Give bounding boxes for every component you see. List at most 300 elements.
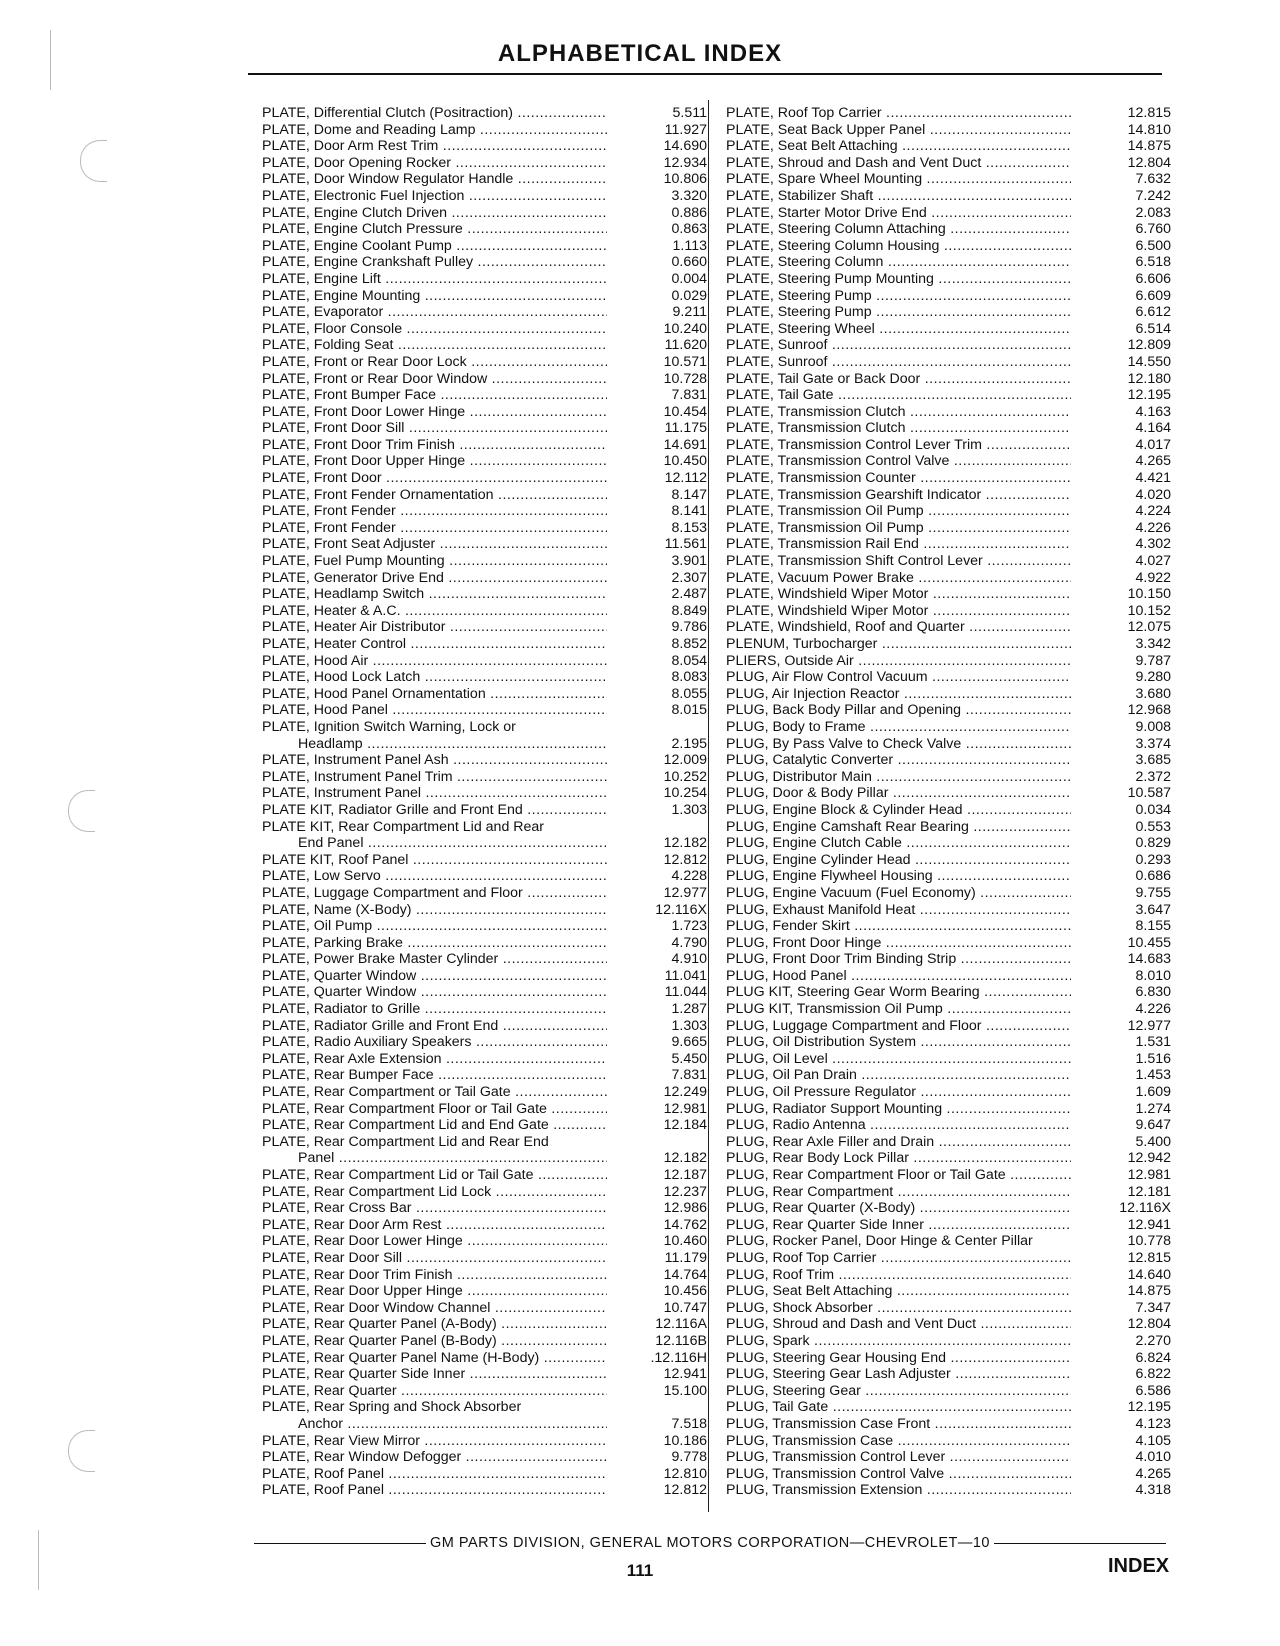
index-entry [726, 1267, 1171, 1284]
entry-description: PLATE, Front or Rear Door Lock ..... [262, 354, 607, 371]
scan-margin-mark [38, 1530, 39, 1590]
entry-description-continued: Anchor ..... [298, 1416, 607, 1433]
entry-reference-number: 12.112 [664, 470, 707, 487]
index-entry [726, 1067, 1171, 1084]
index-entry [726, 619, 1171, 636]
index-entry [726, 785, 1171, 802]
index-entry [262, 171, 707, 188]
entry-description: PLATE, Transmission Gearshift Indicator ..... [726, 487, 1071, 504]
entry-description: PLUG, Steering Gear Housing End ..... [726, 1350, 1071, 1367]
entry-description: PLIERS, Outside Air ..... [726, 653, 1071, 670]
index-entry [726, 968, 1171, 985]
entry-reference-number: 2.270 [1135, 1332, 1171, 1349]
entry-reference-number: 12.195 [1127, 1399, 1171, 1416]
index-entry [726, 337, 1171, 354]
entry-reference-number: 12.815 [1127, 105, 1171, 121]
entry-description: PLATE, Rear Compartment Lid and Rear End [262, 1133, 549, 1150]
index-entry [262, 1184, 707, 1201]
entry-reference-number: 3.901 [671, 553, 707, 570]
section-label: INDEX [1108, 1555, 1170, 1577]
entry-description: PLATE, Electronic Fuel Injection ..... [262, 188, 607, 205]
entry-reference-number: 4.027 [1135, 553, 1171, 570]
index-entry [262, 902, 707, 919]
entry-reference-number: 12.181 [1127, 1183, 1171, 1200]
index-entry [726, 1233, 1171, 1250]
entry-description: PLATE, Rear Compartment Lid or Tail Gate ..... [262, 1167, 607, 1184]
entry-description: PLUG, Hood Panel ..... [726, 968, 1071, 985]
index-entry [262, 1250, 707, 1267]
index-entry [726, 553, 1171, 570]
entry-description: PLATE, Roof Top Carrier ..... [726, 105, 1071, 122]
index-entry [262, 1217, 707, 1234]
entry-description: PLATE, Transmission Oil Pump ..... [726, 503, 1071, 520]
entry-description: PLATE, Front Seat Adjuster ..... [262, 536, 607, 553]
entry-description: PLATE KIT, Radiator Grille and Front End ..... [262, 802, 607, 819]
entry-reference-number: 2.195 [671, 735, 707, 752]
entry-description: PLUG, Transmission Case ..... [726, 1433, 1071, 1450]
index-entry [726, 752, 1171, 769]
index-entry [262, 1134, 707, 1167]
entry-reference-number: 12.187 [663, 1167, 707, 1183]
entry-description: PLATE, Oil Pump ..... [262, 918, 607, 935]
index-entry [726, 885, 1171, 902]
entry-reference-number: 12.009 [663, 752, 707, 769]
index-entry [726, 238, 1171, 255]
entry-description: PLATE, Generator Drive End ..... [262, 570, 607, 587]
index-entry [262, 951, 707, 968]
index-entry [726, 1416, 1171, 1433]
entry-description: PLATE, Rear Door Upper Hinge ..... [262, 1283, 607, 1300]
index-entry [262, 669, 707, 686]
entry-reference-number: 1.516 [1135, 1050, 1171, 1067]
entry-description: PLUG, Rear Compartment Floor or Tail Gate ..... [726, 1167, 1071, 1184]
entry-description: PLUG, By Pass Valve to Check Valve ..... [726, 736, 1071, 753]
entry-description: PLATE, Roof Panel ..... [262, 1482, 607, 1499]
entry-reference-number: 10.456 [663, 1283, 707, 1300]
entry-description: PLATE, Evaporator ..... [262, 304, 607, 321]
index-entry [726, 868, 1171, 885]
entry-description: PLUG, Radiator Support Mounting ..... [726, 1101, 1071, 1118]
entry-reference-number: 12.981 [663, 1100, 707, 1117]
entry-description: PLATE, Power Brake Master Cylinder ..... [262, 951, 607, 968]
index-entry [262, 752, 707, 769]
entry-description: PLATE, Rear Compartment Floor or Tail Gate ..... [262, 1101, 607, 1118]
entry-description: PLUG, Shock Absorber ..... [726, 1300, 1071, 1317]
entry-description: PLATE, Rear Door Trim Finish ..... [262, 1267, 607, 1284]
index-entry [726, 1449, 1171, 1466]
entry-description: PLUG, Shroud and Dash and Vent Duct ..... [726, 1316, 1071, 1333]
entry-description: PLATE, Front Door Lower Hinge ..... [262, 404, 607, 421]
index-entry [262, 155, 707, 172]
entry-description: PLATE, Front or Rear Door Window ..... [262, 371, 607, 388]
entry-reference-number: 8.010 [1135, 967, 1171, 984]
index-entry [726, 437, 1171, 454]
index-entry [726, 1117, 1171, 1134]
entry-reference-number: 12.075 [1127, 619, 1171, 636]
entry-reference-number: 3.342 [1135, 636, 1171, 652]
right-index-column [726, 105, 1171, 1499]
entry-description: PLATE, Transmission Shift Control Lever ..... [726, 553, 1071, 570]
index-entry [726, 1134, 1171, 1151]
index-entry [262, 221, 707, 238]
index-entry [726, 669, 1171, 686]
entry-reference-number: 4.421 [1135, 470, 1171, 487]
index-entry [262, 984, 707, 1001]
entry-reference-number: 10.240 [663, 320, 707, 337]
entry-reference-number: 10.450 [663, 453, 707, 470]
index-entry [262, 769, 707, 786]
entry-reference-number: 12.116X [1119, 1200, 1171, 1217]
index-entry [262, 387, 707, 404]
entry-reference-number: 10.460 [663, 1233, 707, 1250]
entry-reference-number: 4.123 [1135, 1415, 1171, 1432]
entry-reference-number: 10.778 [1127, 1233, 1171, 1250]
entry-description: PLATE, Seat Belt Attaching ..... [726, 138, 1071, 155]
entry-description: PLATE, Floor Console ..... [262, 321, 607, 338]
entry-description: PLENUM, Turbocharger ..... [726, 636, 1071, 653]
index-entry [262, 520, 707, 537]
entry-description: PLUG, Front Door Trim Binding Strip ..... [726, 951, 1071, 968]
index-entry [726, 935, 1171, 952]
entry-description: PLATE, Front Bumper Face ..... [262, 387, 607, 404]
index-entry [262, 437, 707, 454]
entry-reference-number: 10.186 [663, 1432, 707, 1449]
entry-description: PLATE, Front Door ..... [262, 470, 607, 487]
entry-reference-number: 11.179 [664, 1249, 707, 1266]
scan-margin-mark [50, 30, 51, 90]
index-entry [262, 686, 707, 703]
index-entry [262, 852, 707, 869]
index-entry [726, 1333, 1171, 1350]
entry-reference-number: 3.374 [1135, 735, 1171, 752]
entry-description: PLUG, Seat Belt Attaching ..... [726, 1283, 1071, 1300]
index-entry [262, 1283, 707, 1300]
index-entry [726, 1350, 1171, 1367]
entry-reference-number: 1.303 [671, 801, 707, 818]
entry-description: PLATE, Tail Gate or Back Door ..... [726, 371, 1071, 388]
entry-reference-number: 12.804 [1127, 154, 1171, 171]
index-entry [726, 1018, 1171, 1035]
index-entry [262, 1333, 707, 1350]
entry-reference-number: 12.184 [663, 1117, 707, 1134]
entry-description: PLATE, Sunroof ..... [726, 337, 1071, 354]
index-entry [262, 1117, 707, 1134]
entry-description: PLATE, Door Window Regulator Handle ..... [262, 171, 607, 188]
index-entry [726, 487, 1171, 504]
entry-description: PLATE, Quarter Window ..... [262, 968, 607, 985]
entry-description: PLATE, Differential Clutch (Positraction) ..... [262, 105, 607, 122]
entry-reference-number: 6.606 [1135, 270, 1171, 287]
entry-reference-number: 8.153 [671, 519, 707, 536]
entry-description: PLATE, Windshield, Roof and Quarter ..... [726, 619, 1071, 636]
entry-description: PLATE, Steering Wheel ..... [726, 321, 1071, 338]
index-entry [726, 1399, 1171, 1416]
entry-description: PLUG, Oil Pan Drain ..... [726, 1067, 1071, 1084]
index-entry [262, 603, 707, 620]
index-entry [726, 653, 1171, 670]
index-entry [262, 1267, 707, 1284]
index-entry [262, 702, 707, 719]
entry-description: PLATE, Rear Compartment Lid Lock ..... [262, 1184, 607, 1201]
entry-reference-number: 8.141 [671, 503, 707, 520]
entry-description: PLATE, Transmission Counter ..... [726, 470, 1071, 487]
entry-reference-number: 7.242 [1135, 187, 1171, 204]
entry-reference-number: 0.004 [671, 270, 707, 287]
entry-description: PLATE, Seat Back Upper Panel ..... [726, 122, 1071, 139]
entry-reference-number: 9.665 [671, 1034, 707, 1051]
entry-reference-number: 7.632 [1135, 171, 1171, 188]
entry-reference-number: 4.105 [1135, 1432, 1171, 1449]
entry-description: PLUG, Transmission Control Valve ..... [726, 1466, 1071, 1483]
entry-reference-number: 12.182 [663, 835, 707, 852]
entry-reference-number: 12.934 [663, 154, 707, 171]
index-entry [726, 769, 1171, 786]
entry-reference-number: 10.587 [1127, 785, 1171, 802]
entry-description: PLUG, Oil Distribution System ..... [726, 1034, 1071, 1051]
entry-description: PLUG, Door & Body Pillar ..... [726, 785, 1071, 802]
entry-reference-number: 8.054 [671, 652, 707, 669]
entry-reference-number: 9.211 [672, 304, 707, 321]
entry-reference-number: 12.116B [655, 1332, 707, 1349]
entry-reference-number: 3.680 [1135, 685, 1171, 702]
entry-reference-number: 9.647 [1135, 1117, 1171, 1134]
entry-reference-number: 10.254 [663, 785, 707, 802]
index-entry [726, 171, 1171, 188]
index-entry [726, 453, 1171, 470]
index-entry [262, 404, 707, 421]
entry-description: PLATE, Sunroof ..... [726, 354, 1071, 371]
entry-reference-number: 4.224 [1135, 503, 1171, 520]
entry-reference-number: 4.226 [1135, 1001, 1171, 1018]
entry-reference-number: 12.195 [1127, 387, 1171, 404]
index-entry [262, 205, 707, 222]
punch-hole-mark [68, 1430, 95, 1472]
entry-description: PLUG, Radio Antenna ..... [726, 1117, 1071, 1134]
entry-description: PLATE, Dome and Reading Lamp ..... [262, 122, 607, 139]
entry-description: PLATE, Transmission Clutch ..... [726, 404, 1071, 421]
entry-reference-number: 12.180 [1127, 370, 1171, 387]
index-entry [726, 1316, 1171, 1333]
entry-reference-number: 1.609 [1135, 1084, 1171, 1101]
entry-reference-number: 12.941 [1127, 1216, 1171, 1233]
index-entry [726, 1366, 1171, 1383]
entry-reference-number: 1.723 [671, 918, 707, 935]
entry-reference-number: 7.347 [1135, 1299, 1171, 1316]
entry-reference-number: 0.863 [671, 221, 707, 238]
entry-description: PLATE, Steering Pump ..... [726, 304, 1071, 321]
entry-reference-number: 8.147 [671, 486, 707, 503]
entry-description: PLUG, Engine Flywheel Housing ..... [726, 868, 1071, 885]
entry-description: PLUG, Engine Block & Cylinder Head ..... [726, 802, 1071, 819]
entry-description: PLATE, Windshield Wiper Motor ..... [726, 586, 1071, 603]
entry-description: PLUG, Distributor Main ..... [726, 769, 1071, 786]
entry-reference-number: 0.034 [1135, 801, 1171, 818]
entry-description: PLATE, Engine Coolant Pump ..... [262, 238, 607, 255]
index-entry [262, 271, 707, 288]
entry-reference-number: 12.237 [663, 1183, 707, 1200]
entry-reference-number: 1.274 [1135, 1100, 1171, 1117]
entry-description: PLATE, Instrument Panel Ash ..... [262, 752, 607, 769]
entry-description: PLUG, Engine Vacuum (Fuel Economy) ..... [726, 885, 1071, 902]
entry-reference-number: 14.810 [1127, 121, 1171, 138]
entry-reference-number: 6.518 [1135, 254, 1171, 271]
index-entry [262, 1084, 707, 1101]
entry-reference-number: 11.620 [664, 337, 707, 354]
index-entry [262, 619, 707, 636]
entry-description: PLUG, Body to Frame ..... [726, 719, 1071, 736]
entry-reference-number: 6.500 [1135, 237, 1171, 254]
index-entry [262, 288, 707, 305]
index-entry [262, 570, 707, 587]
entry-reference-number: 4.265 [1135, 453, 1171, 470]
entry-reference-number: 4.922 [1135, 569, 1171, 586]
entry-reference-number: 14.691 [663, 436, 707, 453]
entry-description: PLUG, Transmission Extension ..... [726, 1482, 1071, 1499]
index-entry [726, 188, 1171, 205]
entry-description: PLUG, Catalytic Converter ..... [726, 752, 1071, 769]
index-entry [262, 1383, 707, 1400]
entry-description: PLATE, Roof Panel ..... [262, 1466, 607, 1483]
index-entry [262, 1482, 707, 1499]
entry-reference-number: 9.008 [1135, 718, 1171, 735]
footer-line [254, 1535, 1166, 1551]
entry-reference-number: 6.824 [1135, 1349, 1171, 1366]
entry-description: PLATE, Rear Cross Bar ..... [262, 1200, 607, 1217]
column-divider [708, 100, 709, 1512]
entry-reference-number: 6.514 [1135, 320, 1171, 337]
entry-reference-number: 12.941 [663, 1366, 707, 1383]
entry-description: PLATE, Vacuum Power Brake ..... [726, 570, 1071, 587]
index-entry [726, 1150, 1171, 1167]
index-entry [726, 387, 1171, 404]
entry-reference-number: 10.747 [663, 1299, 707, 1316]
entry-description: PLATE, Stabilizer Shaft ..... [726, 188, 1071, 205]
entry-reference-number: 10.728 [663, 370, 707, 387]
entry-description: PLATE, Front Door Trim Finish ..... [262, 437, 607, 454]
entry-reference-number: 14.875 [1127, 1283, 1171, 1300]
entry-description: PLATE, Front Door Upper Hinge ..... [262, 453, 607, 470]
entry-description: PLATE, Fuel Pump Mounting ..... [262, 553, 607, 570]
index-entry [262, 918, 707, 935]
entry-reference-number: 10.252 [663, 768, 707, 785]
entry-description: PLUG, Luggage Compartment and Floor ..... [726, 1018, 1071, 1035]
footer-rule-right [994, 1543, 1166, 1544]
entry-reference-number: 6.760 [1135, 221, 1171, 238]
index-entry [726, 404, 1171, 421]
punch-hole-mark [68, 790, 95, 832]
entry-reference-number: 12.182 [663, 1150, 707, 1167]
entry-reference-number: 14.875 [1127, 138, 1171, 155]
index-entry [726, 902, 1171, 919]
entry-description: PLATE, Rear Axle Extension ..... [262, 1051, 607, 1068]
index-entry [726, 1084, 1171, 1101]
entry-reference-number: 12.249 [663, 1084, 707, 1101]
entry-description: PLATE, Transmission Oil Pump ..... [726, 520, 1071, 537]
entry-description: PLATE, Transmission Clutch ..... [726, 420, 1071, 437]
index-entry [726, 122, 1171, 139]
entry-description: PLATE KIT, Rear Compartment Lid and Rear [262, 818, 545, 835]
entry-description: PLATE, Radiator Grille and Front End ..... [262, 1018, 607, 1035]
entry-description: PLUG, Rear Body Lock Pillar ..... [726, 1150, 1071, 1167]
entry-reference-number: 11.175 [664, 420, 707, 437]
entry-description: PLATE, Engine Mounting ..... [262, 288, 607, 305]
entry-reference-number: 3.647 [1135, 901, 1171, 918]
index-entry [726, 470, 1171, 487]
entry-description: PLUG, Rear Axle Filler and Drain ..... [726, 1134, 1071, 1151]
index-entry [262, 885, 707, 902]
index-entry [262, 354, 707, 371]
entry-reference-number: 2.083 [1135, 204, 1171, 221]
entry-reference-number: 12.116A [655, 1316, 707, 1333]
index-entry [726, 1034, 1171, 1051]
entry-description: PLUG, Steering Gear ..... [726, 1383, 1071, 1400]
index-entry [262, 470, 707, 487]
entry-reference-number: 12.977 [663, 884, 707, 901]
entry-reference-number: 7.831 [671, 1067, 707, 1084]
entry-description: PLATE, Windshield Wiper Motor ..... [726, 603, 1071, 620]
entry-reference-number: 12.116X [655, 901, 707, 918]
entry-reference-number: 4.265 [1135, 1465, 1171, 1482]
entry-reference-number: 14.690 [663, 138, 707, 155]
entry-reference-number: 12.804 [1127, 1316, 1171, 1333]
entry-description: PLUG, Fender Skirt ..... [726, 918, 1071, 935]
entry-reference-number: 10.152 [1127, 602, 1171, 619]
index-entry [726, 205, 1171, 222]
index-entry [726, 686, 1171, 703]
index-entry [726, 420, 1171, 437]
index-entry [262, 636, 707, 653]
index-entry [262, 968, 707, 985]
entry-description: PLUG, Rocker Panel, Door Hinge & Center Pillar [726, 1233, 1033, 1250]
entry-reference-number: 9.755 [1135, 884, 1171, 901]
index-entry [262, 1167, 707, 1184]
entry-description: PLATE KIT, Roof Panel ..... [262, 852, 607, 869]
entry-description: PLATE, Steering Pump ..... [726, 288, 1071, 305]
index-entry [726, 819, 1171, 836]
index-entry [726, 288, 1171, 305]
entry-reference-number: 2.372 [1135, 768, 1171, 785]
entry-reference-number: 9.786 [671, 619, 707, 636]
entry-description: PLUG, Transmission Control Lever ..... [726, 1449, 1071, 1466]
index-entry [262, 1051, 707, 1068]
index-entry [262, 503, 707, 520]
entry-reference-number: 0.293 [1135, 851, 1171, 868]
entry-reference-number: 8.849 [671, 602, 707, 619]
index-entry [262, 1399, 707, 1432]
entry-description: PLUG, Air Flow Control Vacuum ..... [726, 669, 1071, 686]
entry-reference-number: 10.455 [1127, 934, 1171, 951]
index-entry [726, 304, 1171, 321]
index-entry [726, 1167, 1171, 1184]
entry-reference-number: 14.762 [663, 1216, 707, 1233]
entry-description: PLUG, Rear Compartment ..... [726, 1184, 1071, 1201]
footer-rule-left [254, 1543, 426, 1544]
entry-reference-number: 4.226 [1135, 519, 1171, 536]
entry-description: PLATE, Rear Quarter Panel (B-Body) ..... [262, 1333, 607, 1350]
entry-description: PLATE, Rear Quarter Panel (A-Body) ..... [262, 1316, 607, 1333]
index-entry [262, 802, 707, 819]
entry-description: PLATE, Rear View Mirror ..... [262, 1433, 607, 1450]
entry-reference-number: 12.977 [1127, 1017, 1171, 1034]
entry-reference-number: 1.113 [672, 237, 707, 254]
index-entry [726, 736, 1171, 753]
entry-reference-number: 14.640 [1127, 1266, 1171, 1283]
index-entry [262, 487, 707, 504]
entry-description: PLATE, Radio Auxiliary Speakers ..... [262, 1034, 607, 1051]
entry-description: PLATE, Spare Wheel Mounting ..... [726, 171, 1071, 188]
index-entry [262, 188, 707, 205]
index-entry [726, 1184, 1171, 1201]
